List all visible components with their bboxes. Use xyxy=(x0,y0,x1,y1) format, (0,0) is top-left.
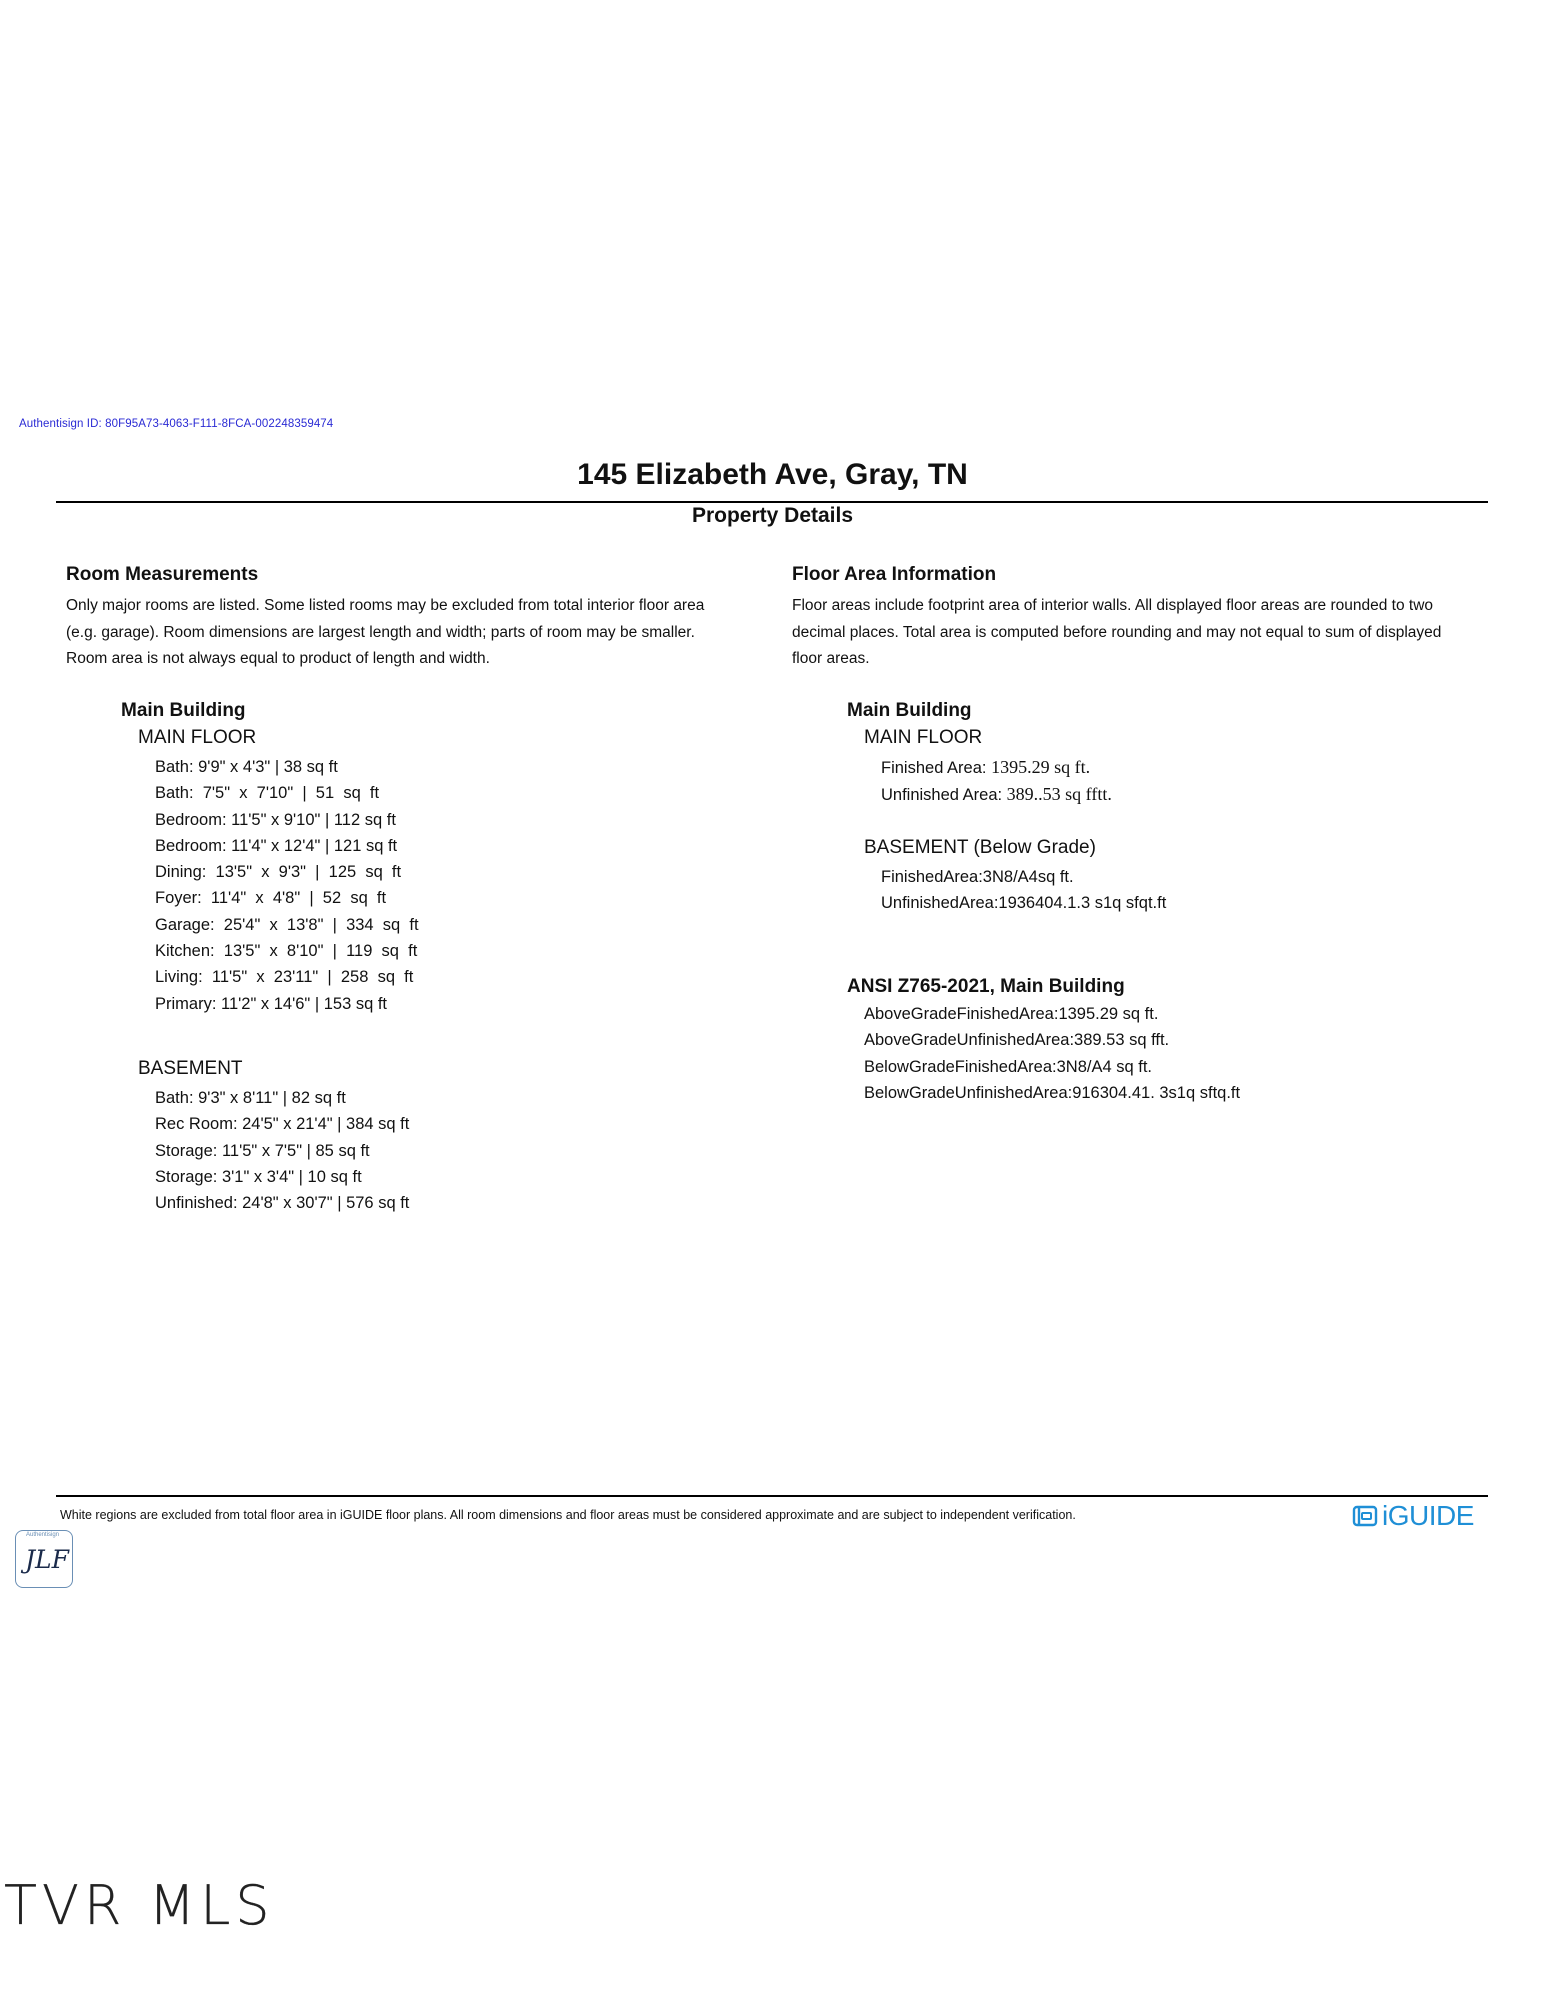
room-item: Rec Room: 24'5" x 21'4" | 384 sq ft xyxy=(155,1115,410,1134)
room-item: Bedroom: 11'4" x 12'4" | 121 sq ft xyxy=(155,836,398,855)
ansi-area-item: AboveGradeUnfinishedArea:389.53 sq fft. xyxy=(864,1031,1170,1050)
initials-stamp-label: Authentisign xyxy=(26,1532,60,1538)
room-item: Storage: 11'5" x 7'5" | 85 sq ft xyxy=(155,1141,370,1160)
main-floor-room-list xyxy=(155,754,419,1017)
finished-area-line xyxy=(881,754,1112,781)
mls-watermark: TVR MLS xyxy=(4,1874,275,1937)
iguide-logo xyxy=(1352,1500,1474,1532)
room-item: Bedroom: 11'5" x 9'10" | 112 sq ft xyxy=(155,810,396,829)
ansi-area-item: BelowGradeUnfinishedArea:916304.41. 3s1q sftq.ft xyxy=(864,1083,1241,1102)
basement-room-list xyxy=(155,1085,409,1216)
room-item: Unfinished: 24'8" x 30'7" | 576 sq ft xyxy=(155,1194,410,1213)
description-line: (e.g. garage). Room dimensions are largest length and width; parts of room may be smaller. xyxy=(66,623,695,641)
room-item: Living: 11'5" x 23'11" | 258 sq ft xyxy=(155,968,414,987)
room-item: Bath: 7'5" x 7'10" | 51 sq ft xyxy=(155,784,380,803)
initials-stamp xyxy=(15,1530,73,1588)
room-measurements-heading: Room Measurements xyxy=(66,564,259,585)
room-item: Kitchen: 13'5" x 8'10" | 119 sq ft xyxy=(155,942,418,961)
footer-disclaimer: White regions are excluded from total floor area in iGUIDE floor plans. All room dimensions and floor areas must be considered approximate and are subject to independent verification. xyxy=(60,1508,1076,1522)
room-measurements-section xyxy=(66,564,766,1213)
unfinished-area-value: 389..53 sq fftt. xyxy=(1006,784,1112,805)
finished-area-label: Finished Area: xyxy=(881,759,987,777)
ansi-area-item: AboveGradeFinishedArea:1395.29 sq ft. xyxy=(864,1005,1159,1023)
main-floor-heading: MAIN FLOOR xyxy=(138,727,257,748)
room-item: Foyer: 11'4" x 4'8" | 52 sq ft xyxy=(155,889,387,908)
building-heading: Main Building xyxy=(121,700,246,721)
room-item: Storage: 3'1" x 3'4" | 10 sq ft xyxy=(155,1167,362,1186)
unfinished-area-line xyxy=(881,781,1112,808)
page-subtitle: Property Details xyxy=(691,504,854,527)
room-item: Garage: 25'4" x 13'8" | 334 sq ft xyxy=(155,915,419,934)
main-floor-heading: MAIN FLOOR xyxy=(864,727,983,748)
basement-heading: BASEMENT (Below Grade) xyxy=(864,837,1096,858)
finished-area-value: 1395.29 sq ft. xyxy=(991,757,1091,777)
iguide-logo-text: iGUIDE xyxy=(1382,1500,1474,1531)
initials-signature: JLF xyxy=(25,1545,69,1574)
title-divider xyxy=(56,501,1488,503)
room-measurements-description xyxy=(66,593,766,673)
basement-unfinished-area: UnfinishedArea:1936404.1.3 s1q sfqt.ft xyxy=(881,894,1167,913)
main-floor-area-list xyxy=(881,754,1112,809)
description-line: decimal places. Total area is computed before rounding and may not equal to sum of displayed xyxy=(792,623,1442,641)
basement-finished-area: FinishedArea:3N8/A4sq ft. xyxy=(881,868,1074,886)
floor-area-description xyxy=(792,593,1512,673)
floor-area-heading: Floor Area Information xyxy=(792,564,997,585)
description-line: floor areas. xyxy=(792,650,870,667)
basement-heading: BASEMENT xyxy=(138,1058,243,1079)
room-item: Bath: 9'3" x 8'11" | 82 sq ft xyxy=(155,1089,346,1107)
iguide-icon xyxy=(1352,1504,1378,1528)
authentisign-id: Authentisign ID: 80F95A73-4063-F111-8FCA-002248359474 xyxy=(19,418,334,430)
ansi-area-item: BelowGradeFinishedArea:3N8/A4 sq ft. xyxy=(864,1057,1152,1076)
page-title: 145 Elizabeth Ave, Gray, TN xyxy=(577,458,968,491)
unfinished-area-label: Unfinished Area: xyxy=(881,786,1003,805)
room-item: Bath: 9'9" x 4'3" | 38 sq ft xyxy=(155,758,338,776)
description-line: Floor areas include footprint area of interior walls. All displayed floor areas are rounded to two xyxy=(792,597,1434,614)
room-item: Primary: 11'2" x 14'6" | 153 sq ft xyxy=(155,994,388,1013)
building-heading: Main Building xyxy=(847,700,972,721)
floor-area-section xyxy=(792,564,1512,1102)
basement-area-list xyxy=(881,864,1166,917)
ansi-area-list xyxy=(864,1001,1240,1106)
footer-divider xyxy=(56,1495,1488,1497)
ansi-heading: ANSI Z765-2021, Main Building xyxy=(847,976,1125,997)
room-item: Dining: 13'5" x 9'3" | 125 sq ft xyxy=(155,863,402,882)
description-line: Room area is not always equal to product of length and width. xyxy=(66,650,490,667)
description-line: Only major rooms are listed. Some listed rooms may be excluded from total interior floor area xyxy=(66,597,705,614)
